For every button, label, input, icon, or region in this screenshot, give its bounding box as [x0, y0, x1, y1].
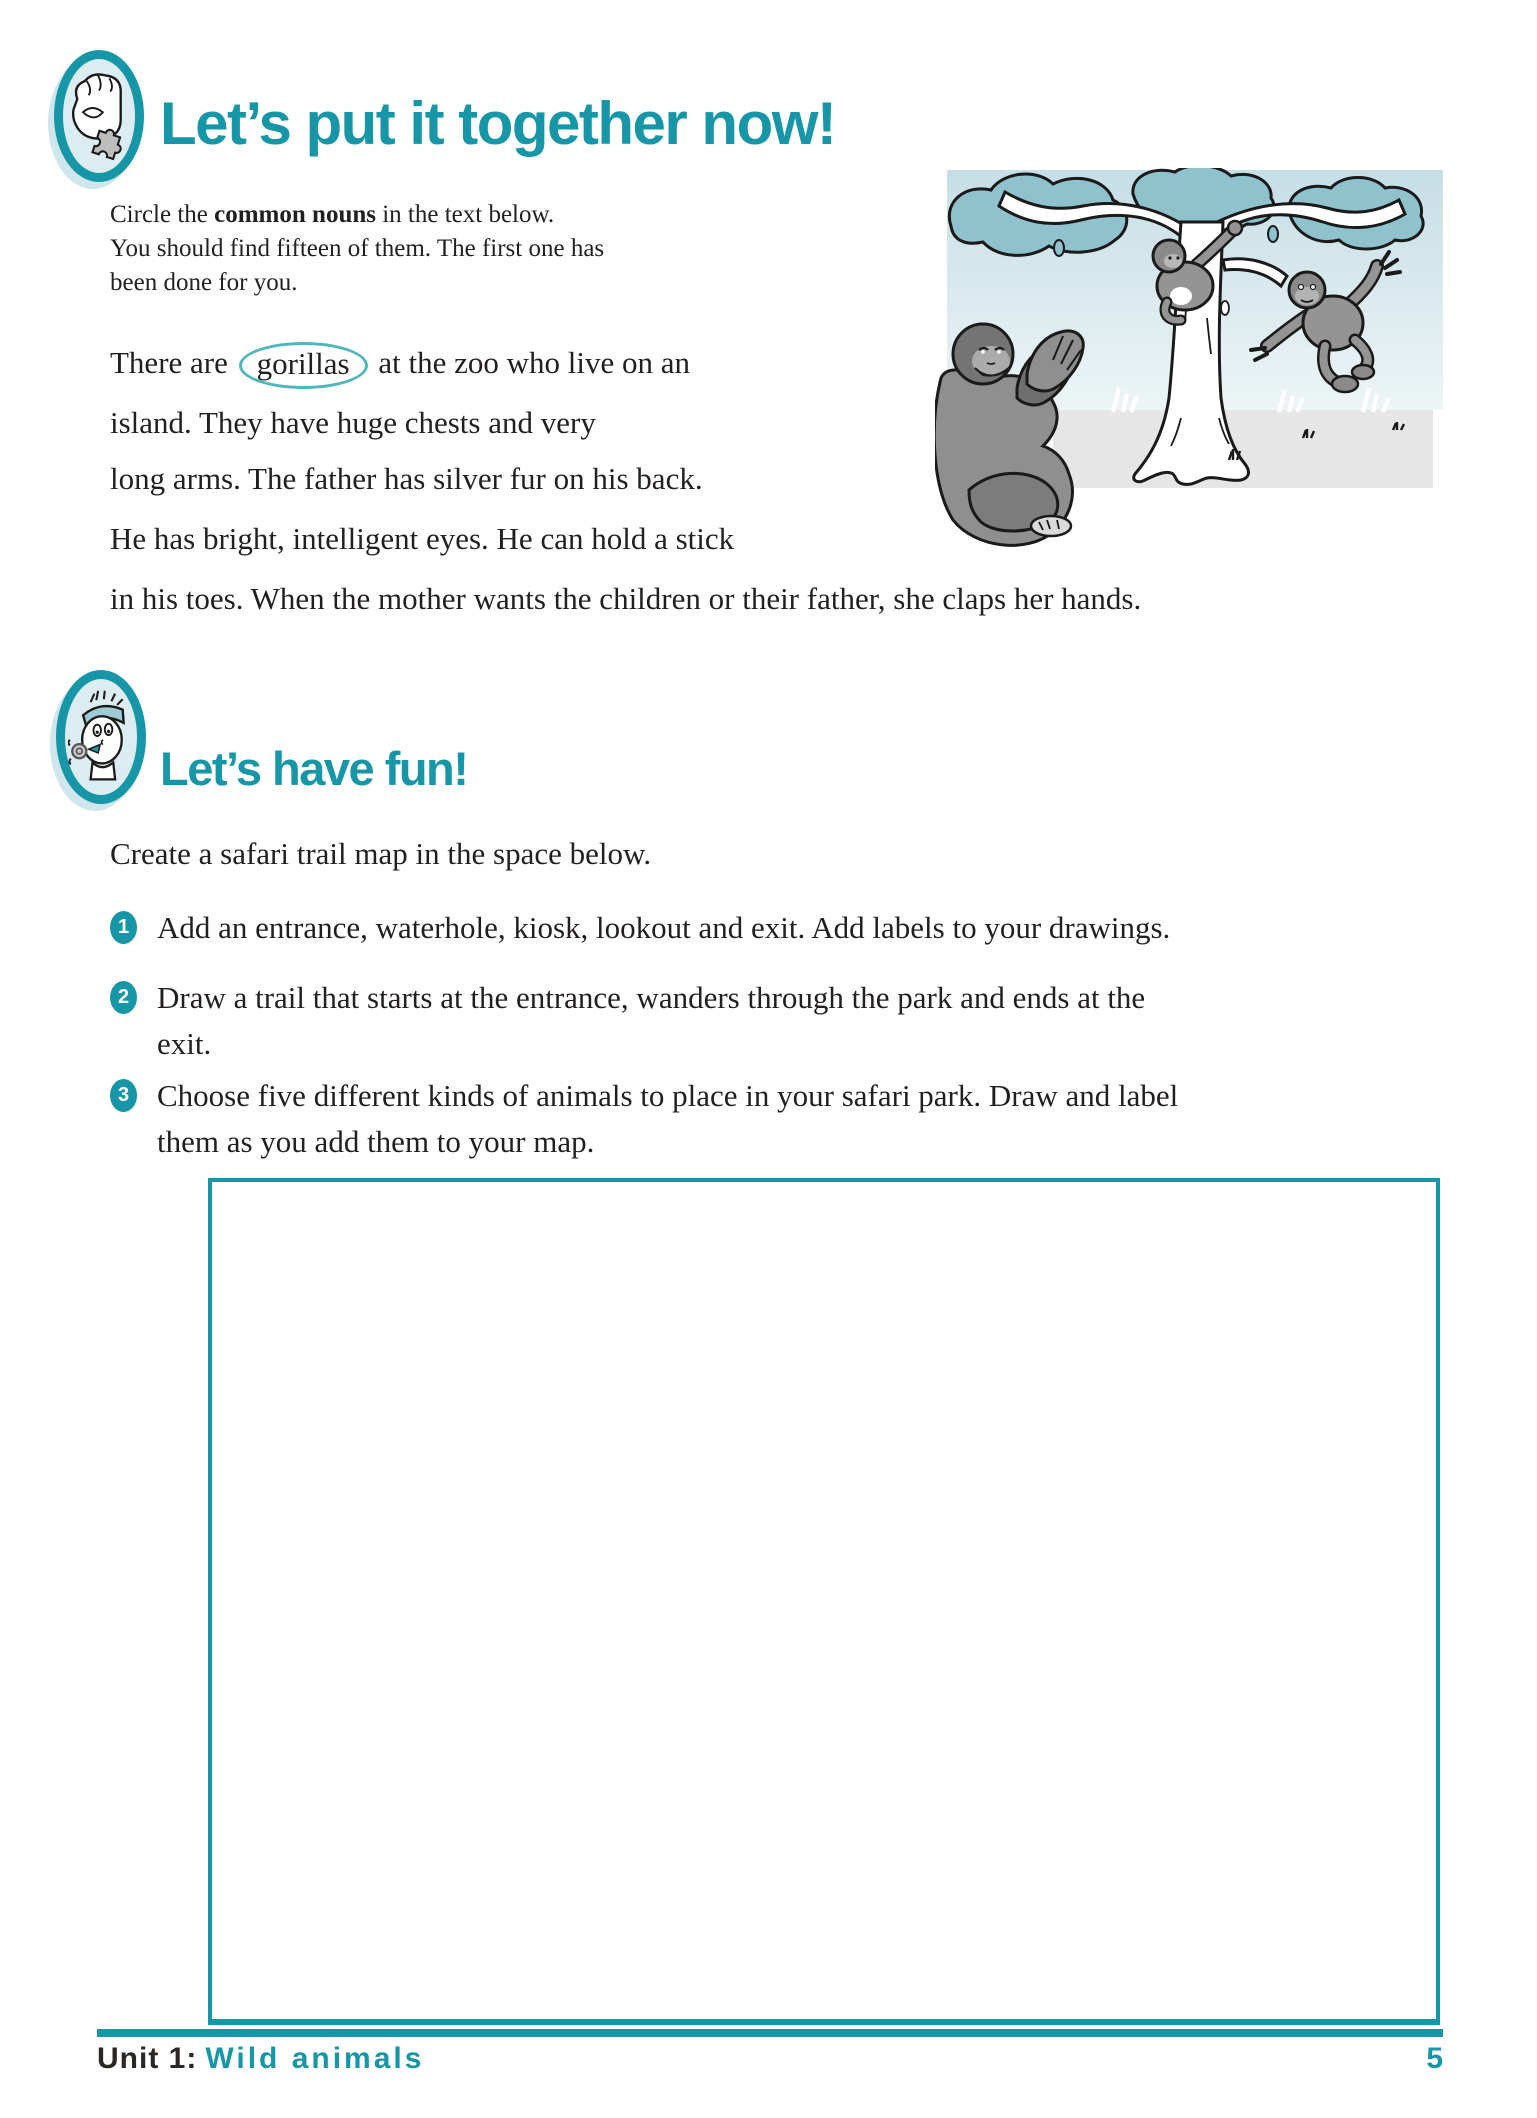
have-fun-heading: Let’s have fun! — [160, 742, 468, 795]
gorillas-scene — [935, 168, 1445, 560]
instructions-line2: You should find fifteen of them. The first one has — [110, 235, 605, 262]
story-line-4: He has bright, intelligent eyes. He can hold a stick — [110, 521, 735, 556]
step-line: Draw a trail that starts at the entrance, wanders through the park and ends at the — [157, 980, 1146, 1015]
instructions-line1-post: in the text below. — [375, 201, 555, 228]
footer-rule — [97, 2029, 1443, 2037]
instructions-text — [110, 198, 604, 300]
step-text — [157, 905, 1402, 951]
fist-puzzle-icon — [54, 50, 144, 182]
instructions-line1-pre: Circle the — [110, 201, 215, 228]
page-number: 5 — [1426, 2042, 1443, 2075]
party-horn-icon — [56, 670, 146, 804]
step-item-3 — [110, 1073, 1402, 1165]
step-line: Add an entrance, waterhole, kiosk, lookout and exit. Add labels to your drawings. — [157, 910, 1171, 945]
step-number-badge: 1 — [110, 911, 137, 944]
story-line-3: long arms. The father has silver fur on his back. — [110, 461, 703, 496]
circled-word-gorillas: gorillas — [239, 342, 368, 389]
step-number-badge: 3 — [110, 1079, 137, 1112]
step-line: them as you add them to your map. — [157, 1124, 595, 1159]
unit-label: Unit 1: — [97, 2042, 198, 2075]
story-line-2: island. They have huge chests and very — [110, 405, 596, 440]
footer-unit — [97, 2042, 424, 2076]
story-line-5: in his toes. When the mother wants the children or their father, she claps her hands. — [110, 581, 1142, 616]
story-line-1 — [110, 341, 690, 388]
step-line: Choose five different kinds of animals to place in your safari park. Draw and label — [157, 1078, 1179, 1113]
instructions-bold-term: common nouns — [214, 201, 376, 228]
story-line1-post: at the zoo who live on an — [370, 345, 691, 380]
step-number-badge: 2 — [110, 981, 137, 1014]
step-text — [157, 1073, 1402, 1165]
gorillas-illustration — [935, 168, 1445, 560]
fist-puzzle-art — [66, 64, 132, 168]
unit-title: Wild animals — [205, 2042, 425, 2075]
story-line1-pre: There are — [110, 345, 236, 380]
put-together-heading: Let’s put it together now! — [160, 90, 836, 157]
step-item-2 — [110, 975, 1402, 1067]
step-line: exit. — [157, 1026, 212, 1061]
have-fun-intro: Create a safari trail map in the space below. — [110, 836, 652, 871]
drawing-area — [208, 1178, 1440, 2025]
party-horn-art — [68, 684, 134, 790]
instructions-line3: been done for you. — [110, 269, 298, 296]
step-text — [157, 975, 1402, 1067]
step-item-1 — [110, 905, 1402, 951]
hair-spikes — [91, 691, 123, 705]
